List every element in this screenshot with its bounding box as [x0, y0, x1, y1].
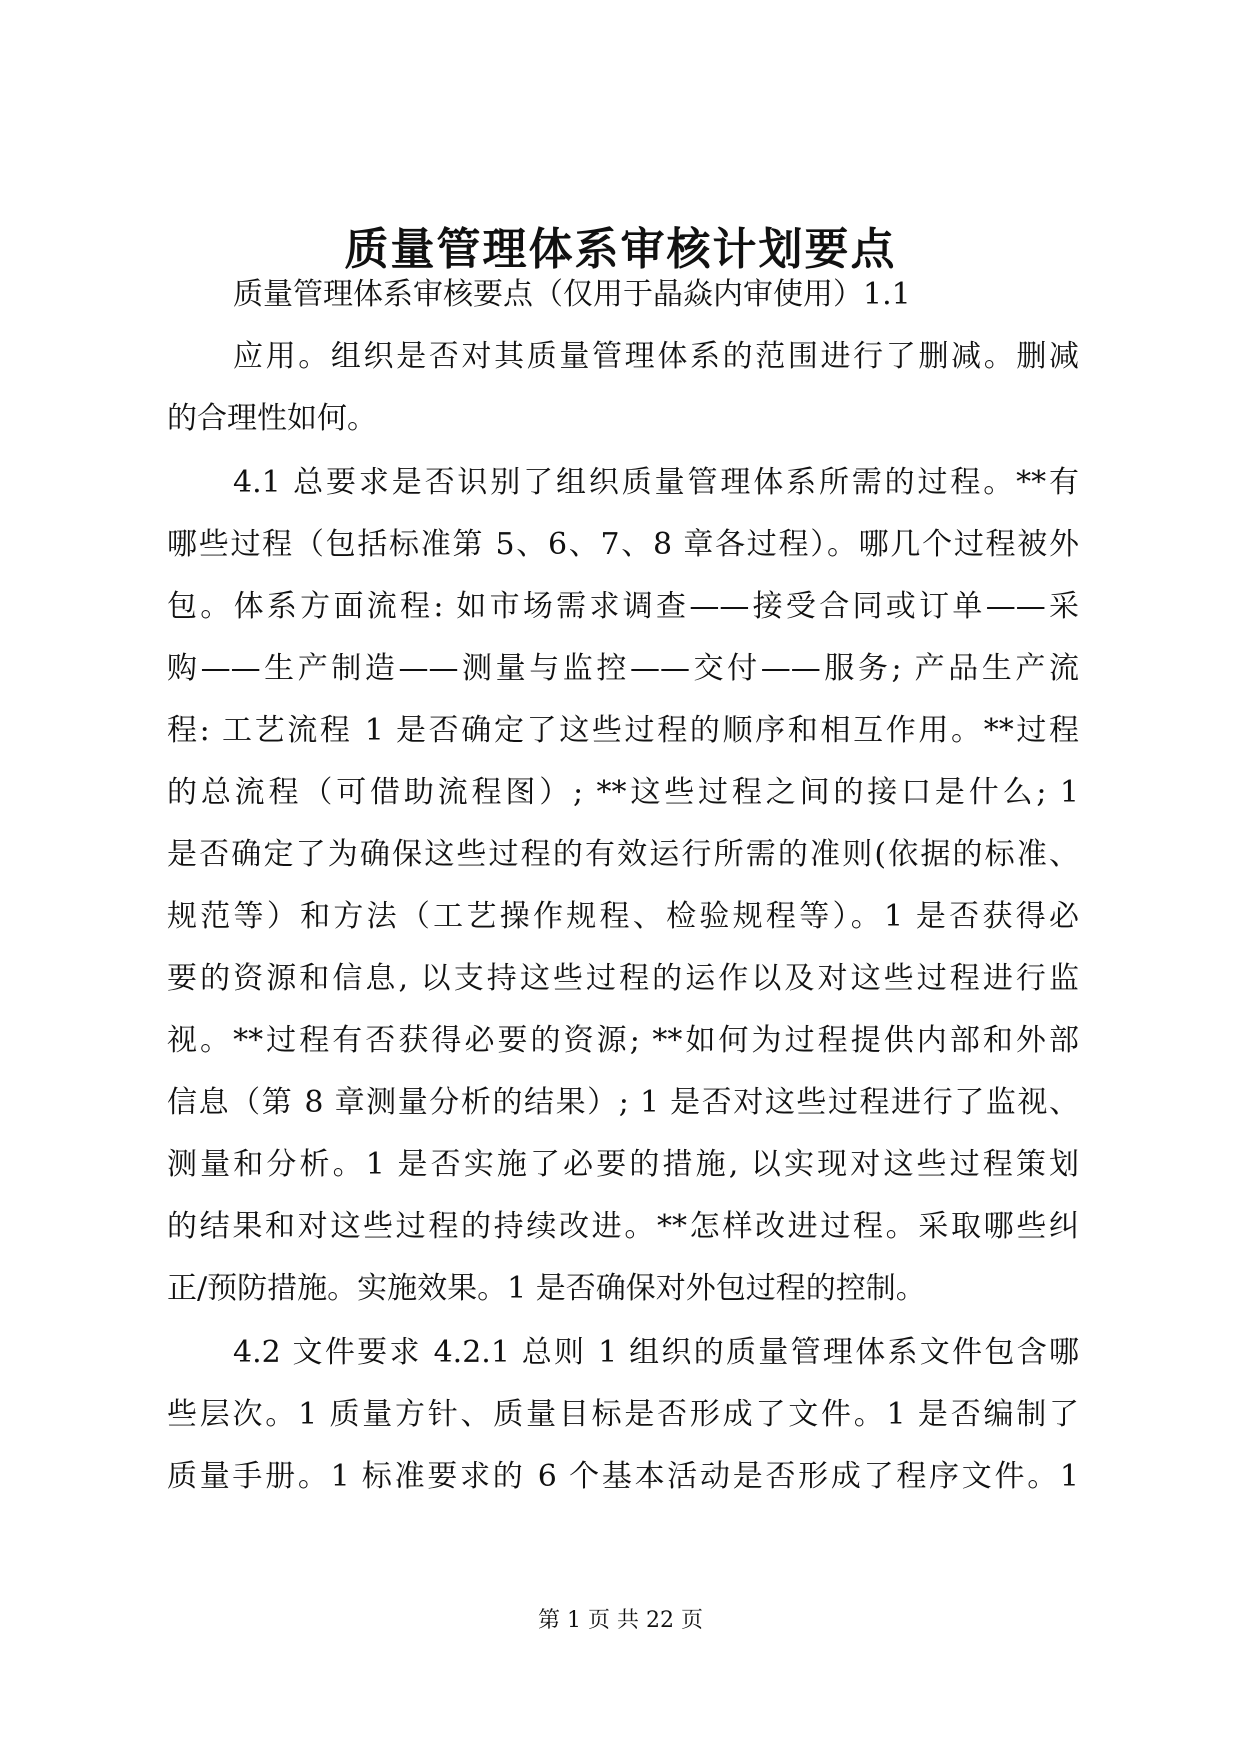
text-line: 的总流程（可借助流程图）; **这些过程之间的接口是什么; 1: [167, 775, 1079, 810]
text-line: 哪些过程（包括标准第 5、6、7、8 章各过程）。哪几个过程被外: [167, 527, 1079, 562]
text-line: 要的资源和信息, 以支持这些过程的运作以及对这些过程进行监: [167, 961, 1079, 996]
page-number-footer: 第 1 页 共 22 页: [538, 1608, 703, 1633]
text-line: 4.2 文件要求 4.2.1 总则 1 组织的质量管理体系文件包含哪: [233, 1335, 1079, 1370]
text-line: 视。**过程有否获得必要的资源; **如何为过程提供内部和外部: [167, 1023, 1079, 1058]
text-line: 包。体系方面流程: 如市场需求调查——接受合同或订单——采: [167, 589, 1079, 624]
text-line: 质量手册。1 标准要求的 6 个基本活动是否形成了程序文件。1: [167, 1459, 1079, 1494]
document-body: [167, 264, 1079, 1508]
text-line: 的合理性如何。: [167, 401, 377, 436]
text-line: 规范等）和方法（工艺操作规程、检验规程等）。1 是否获得必: [167, 899, 1079, 934]
text-line: 质量管理体系审核要点（仅用于晶焱内审使用）1.1: [233, 277, 911, 312]
text-line: 测量和分析。1 是否实施了必要的措施, 以实现对这些过程策划: [167, 1147, 1079, 1182]
text-line: 信息（第 8 章测量分析的结果）; 1 是否对这些过程进行了监视、: [167, 1085, 1079, 1120]
text-line: 正/预防措施。实施效果。1 是否确保对外包过程的控制。: [167, 1271, 926, 1306]
text-line: 程: 工艺流程 1 是否确定了这些过程的顺序和相互作用。**过程: [167, 713, 1079, 748]
text-line: 购——生产制造——测量与监控——交付——服务; 产品生产流: [167, 651, 1079, 686]
text-line: 4.1 总要求是否识别了组织质量管理体系所需的过程。**有: [233, 465, 1079, 500]
text-line: 些层次。1 质量方针、质量目标是否形成了文件。1 是否编制了: [167, 1397, 1079, 1432]
text-line: 应用。组织是否对其质量管理体系的范围进行了删减。删减: [233, 339, 1079, 374]
text-line: 的结果和对这些过程的持续改进。**怎样改进过程。采取哪些纠: [167, 1209, 1079, 1244]
page-title: 质量管理体系审核计划要点: [344, 224, 897, 275]
text-line: 是否确定了为确保这些过程的有效运行所需的准则(依据的标准、: [167, 837, 1079, 872]
